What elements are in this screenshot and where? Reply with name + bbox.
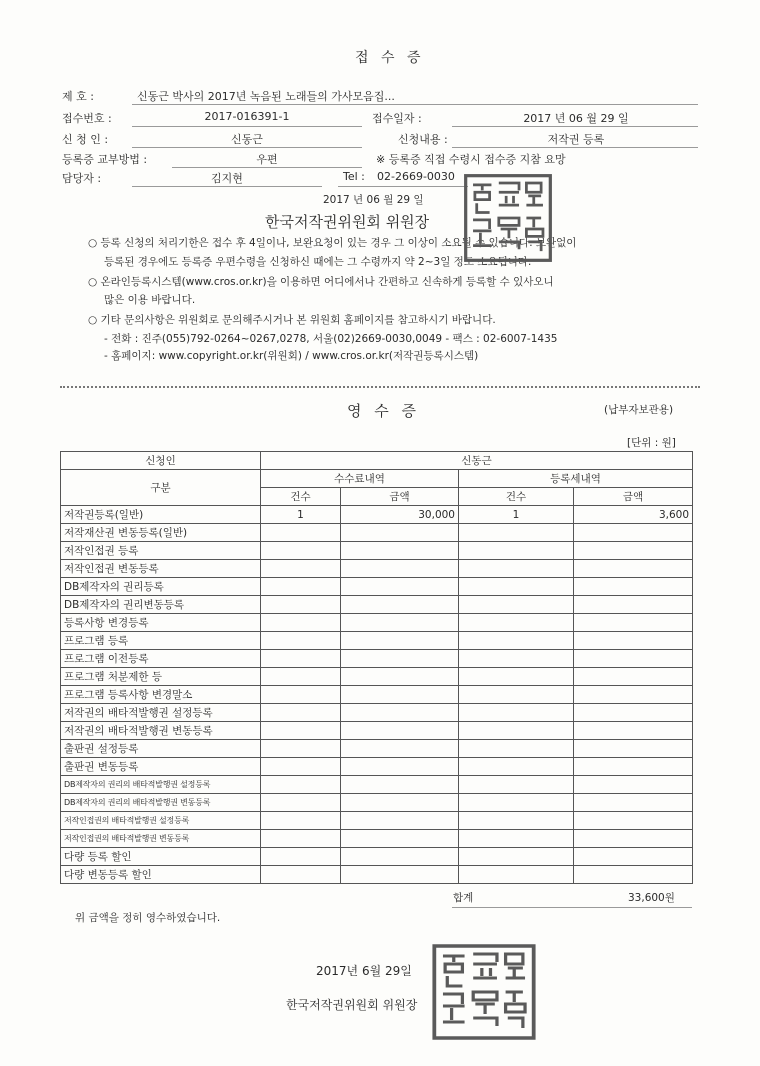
fee-amount-cell xyxy=(341,650,459,668)
tax-count-cell xyxy=(459,740,574,758)
category-cell: 다량 변동등록 할인 xyxy=(61,866,261,884)
fee-count-cell xyxy=(261,596,341,614)
tax-count-cell xyxy=(459,542,574,560)
fee-count-cell xyxy=(261,722,341,740)
category-cell: 저작인접권 등록 xyxy=(61,542,261,560)
category-cell: 등록사항 변경등록 xyxy=(61,614,261,632)
tax-count-cell xyxy=(459,722,574,740)
number-underline xyxy=(132,126,362,127)
tax-count-cell xyxy=(459,812,574,830)
officer-label: 담당자 : xyxy=(62,172,102,185)
fee-count-cell xyxy=(261,578,341,596)
fee-amount-cell xyxy=(341,794,459,812)
category-cell: DB제작자의 권리의 배타적발행권 설정등록 xyxy=(61,776,261,794)
category-cell: 저작인접권 변동등록 xyxy=(61,560,261,578)
tax-count-cell xyxy=(459,758,574,776)
tax-amount-cell xyxy=(574,668,693,686)
table-row xyxy=(61,668,693,686)
fee-header: 수수료내역 xyxy=(261,470,459,488)
fee-amount-cell xyxy=(341,866,459,884)
notice-line-4: 많은 이용 바랍니다. xyxy=(104,294,196,306)
tax-count-cell: 1 xyxy=(459,506,574,524)
category-cell: 프로그램 이전등록 xyxy=(61,650,261,668)
fee-amount-cell xyxy=(341,560,459,578)
table-row xyxy=(61,650,693,668)
fee-amount-cell xyxy=(341,830,459,848)
issue-date: 2017 년 06 월 29 일 xyxy=(323,194,424,206)
fee-amount-cell xyxy=(341,542,459,560)
fee-count-header: 건수 xyxy=(261,488,341,506)
category-cell: 저작인접권의 배타적발행권 변동등록 xyxy=(61,830,261,848)
fee-count-cell xyxy=(261,686,341,704)
applicant-header: 신청인 xyxy=(61,452,261,470)
category-cell: 프로그램 등록사항 변경말소 xyxy=(61,686,261,704)
fee-count-cell xyxy=(261,794,341,812)
category-cell: 저작권의 배타적발행권 설정등록 xyxy=(61,704,261,722)
tel-label: Tel : xyxy=(343,170,365,183)
category-cell: 다량 등록 할인 xyxy=(61,848,261,866)
notice-line-7: - 홈페이지: www.copyright.or.kr(위원회) / www.cros.or.kr(저작권등록시스템) xyxy=(104,350,479,362)
tax-amount-cell xyxy=(574,758,693,776)
official-seal-stamp-bottom xyxy=(430,942,538,1042)
tax-amount-cell xyxy=(574,524,693,542)
fee-count-cell xyxy=(261,614,341,632)
number-value: 2017-016391-1 xyxy=(204,110,290,123)
notice-line-2: 등록된 경우에도 등록증 우편수령을 신청하신 때에는 그 수령까지 약 2~3일 정도 소요됩니다. xyxy=(104,256,532,268)
category-cell: 프로그램 처분제한 등 xyxy=(61,668,261,686)
delivery-underline xyxy=(172,167,362,168)
notice-line-3: ○ 온라인등록시스템(www.cros.or.kr)을 이용하면 어디에서나 간편하고 신속하게 등록할 수 있사오니 xyxy=(88,276,554,288)
table-row xyxy=(61,632,693,650)
category-cell: 저작인접권의 배타적발행권 설정등록 xyxy=(61,812,261,830)
fee-amount-cell xyxy=(341,704,459,722)
tax-amount-cell xyxy=(574,632,693,650)
notice-line-1: ○ 등록 신청의 처리기한은 접수 후 4일이나, 보완요청이 있는 경우 그 이상이 소요될 수 있습니다. 보완없이 xyxy=(88,237,577,249)
tax-amount-cell xyxy=(574,866,693,884)
tel-value: 02-2669-0030 xyxy=(377,170,455,183)
table-row xyxy=(61,830,693,848)
date-label: 접수일자 : xyxy=(372,112,422,125)
tax-count-cell xyxy=(459,596,574,614)
tax-amount-cell xyxy=(574,848,693,866)
applicant-cell: 신동근 xyxy=(261,452,693,470)
tax-count-cell xyxy=(459,776,574,794)
category-cell: 저작권등록(일반) xyxy=(61,506,261,524)
officer-value: 김지현 xyxy=(211,172,243,185)
fee-amount-cell xyxy=(341,740,459,758)
tax-count-cell xyxy=(459,866,574,884)
tax-amount-header: 금액 xyxy=(574,488,693,506)
receipt-title: 접 수 증 xyxy=(355,50,425,66)
fee-count-cell xyxy=(261,668,341,686)
subject-label: 제 호 : xyxy=(62,90,94,103)
fee-count-cell xyxy=(261,866,341,884)
category-cell: 출판권 변동등록 xyxy=(61,758,261,776)
subject-underline xyxy=(132,104,698,105)
tax-count-header: 건수 xyxy=(459,488,574,506)
receipt2-subtitle: (납부자보관용) xyxy=(604,404,674,416)
tax-amount-cell xyxy=(574,812,693,830)
tax-amount-cell: 3,600 xyxy=(574,506,693,524)
table-row xyxy=(61,686,693,704)
official-seal-stamp xyxy=(462,172,554,264)
table-row xyxy=(61,560,693,578)
content-value: 저작권 등록 xyxy=(547,133,605,146)
table-row xyxy=(61,812,693,830)
received-text: 위 금액을 정히 영수하였습니다. xyxy=(75,912,221,924)
bottom-date: 2017년 6월 29일 xyxy=(316,964,412,978)
fee-count-cell xyxy=(261,542,341,560)
tax-count-cell xyxy=(459,704,574,722)
fee-count-cell xyxy=(261,758,341,776)
fee-count-cell: 1 xyxy=(261,506,341,524)
fee-count-cell xyxy=(261,776,341,794)
tax-amount-cell xyxy=(574,794,693,812)
tax-amount-cell xyxy=(574,722,693,740)
fee-amount-cell xyxy=(341,668,459,686)
tax-amount-cell xyxy=(574,542,693,560)
fee-count-cell xyxy=(261,704,341,722)
tax-amount-cell xyxy=(574,578,693,596)
tax-amount-cell xyxy=(574,686,693,704)
notice-line-6: - 전화 : 진주(055)792-0264~0267,0278, 서울(02)2669-0030,0049 - 팩스 : 02-6007-1435 xyxy=(104,333,558,345)
delivery-note: ※ 등록증 직접 수령시 접수증 지참 요망 xyxy=(376,153,566,166)
fee-amount-cell xyxy=(341,722,459,740)
tax-amount-cell xyxy=(574,650,693,668)
category-cell: 프로그램 등록 xyxy=(61,632,261,650)
fee-amount-cell: 30,000 xyxy=(341,506,459,524)
fee-count-cell xyxy=(261,848,341,866)
fee-amount-cell xyxy=(341,578,459,596)
fee-amount-cell xyxy=(341,812,459,830)
applicant-underline xyxy=(132,147,362,148)
subject-value: 신동근 박사의 2017년 녹음된 노래들의 가사모음집... xyxy=(137,90,395,103)
category-cell: 저작재산권 변동등록(일반) xyxy=(61,524,261,542)
fee-amount-cell xyxy=(341,596,459,614)
bottom-org: 한국저작권위원회 위원장 xyxy=(286,998,418,1012)
fee-count-cell xyxy=(261,740,341,758)
fee-amount-cell xyxy=(341,686,459,704)
tax-count-cell xyxy=(459,848,574,866)
fee-count-cell xyxy=(261,524,341,542)
tax-amount-cell xyxy=(574,614,693,632)
fee-count-cell xyxy=(261,632,341,650)
date-underline xyxy=(452,126,698,127)
table-row xyxy=(61,740,693,758)
table-row xyxy=(61,506,693,524)
table-row xyxy=(61,614,693,632)
tax-count-cell xyxy=(459,668,574,686)
fee-amount-cell xyxy=(341,614,459,632)
tax-amount-cell xyxy=(574,740,693,758)
delivery-label: 등록증 교부방법 : xyxy=(62,153,148,166)
total-underline xyxy=(452,907,692,908)
tax-count-cell xyxy=(459,650,574,668)
fee-count-cell xyxy=(261,650,341,668)
number-label: 접수번호 : xyxy=(62,112,112,125)
category-header: 구분 xyxy=(61,470,261,506)
tax-amount-cell xyxy=(574,776,693,794)
org-name: 한국저작권위원회 위원장 xyxy=(265,213,430,231)
total-label: 합계 xyxy=(453,892,474,904)
table-row xyxy=(61,794,693,812)
table-row xyxy=(61,758,693,776)
applicant-value: 신동근 xyxy=(231,133,263,146)
table-row xyxy=(61,524,693,542)
tax-count-cell xyxy=(459,830,574,848)
unit-label: [단위 : 원] xyxy=(627,437,676,449)
fee-count-cell xyxy=(261,560,341,578)
fee-amount-cell xyxy=(341,848,459,866)
total-value: 33,600원 xyxy=(628,892,675,904)
table-row xyxy=(61,848,693,866)
tax-amount-cell xyxy=(574,560,693,578)
tel-underline xyxy=(338,186,468,187)
tax-amount-cell xyxy=(574,830,693,848)
table-row xyxy=(61,866,693,884)
tax-count-cell xyxy=(459,560,574,578)
tax-count-cell xyxy=(459,794,574,812)
section-separator xyxy=(60,386,700,388)
table-row xyxy=(61,776,693,794)
notice-line-5: ○ 기타 문의사항은 위원회로 문의해주시거나 본 위원회 홈페이지를 참고하시기 바랍니다. xyxy=(88,314,496,326)
fee-amount-cell xyxy=(341,758,459,776)
tax-amount-cell xyxy=(574,704,693,722)
category-cell: DB제작자의 권리등록 xyxy=(61,578,261,596)
fee-amount-cell xyxy=(341,776,459,794)
fee-count-cell xyxy=(261,830,341,848)
category-cell: 저작권의 배타적발행권 변동등록 xyxy=(61,722,261,740)
delivery-value: 우편 xyxy=(256,153,278,166)
table-row xyxy=(61,578,693,596)
officer-underline xyxy=(132,186,322,187)
category-cell: DB제작자의 권리의 배타적발행권 변동등록 xyxy=(61,794,261,812)
tax-header: 등록세내역 xyxy=(459,470,693,488)
table-row xyxy=(61,542,693,560)
tax-count-cell xyxy=(459,578,574,596)
fee-count-cell xyxy=(261,812,341,830)
fee-amount-cell xyxy=(341,632,459,650)
tax-amount-cell xyxy=(574,596,693,614)
fee-amount-header: 금액 xyxy=(341,488,459,506)
table-row xyxy=(61,722,693,740)
applicant-label: 신 청 인 : xyxy=(62,133,109,146)
content-underline xyxy=(452,147,698,148)
date-value: 2017 년 06 월 29 일 xyxy=(523,112,629,125)
table-row xyxy=(61,704,693,722)
table-row xyxy=(61,596,693,614)
category-cell: DB제작자의 권리변동등록 xyxy=(61,596,261,614)
fee-table xyxy=(60,451,693,884)
content-label: 신청내용 : xyxy=(398,133,448,146)
tax-count-cell xyxy=(459,524,574,542)
tax-count-cell xyxy=(459,632,574,650)
receipt2-title: 영 수 증 xyxy=(347,402,421,420)
tax-count-cell xyxy=(459,614,574,632)
fee-amount-cell xyxy=(341,524,459,542)
tax-count-cell xyxy=(459,686,574,704)
category-cell: 출판권 설정등록 xyxy=(61,740,261,758)
